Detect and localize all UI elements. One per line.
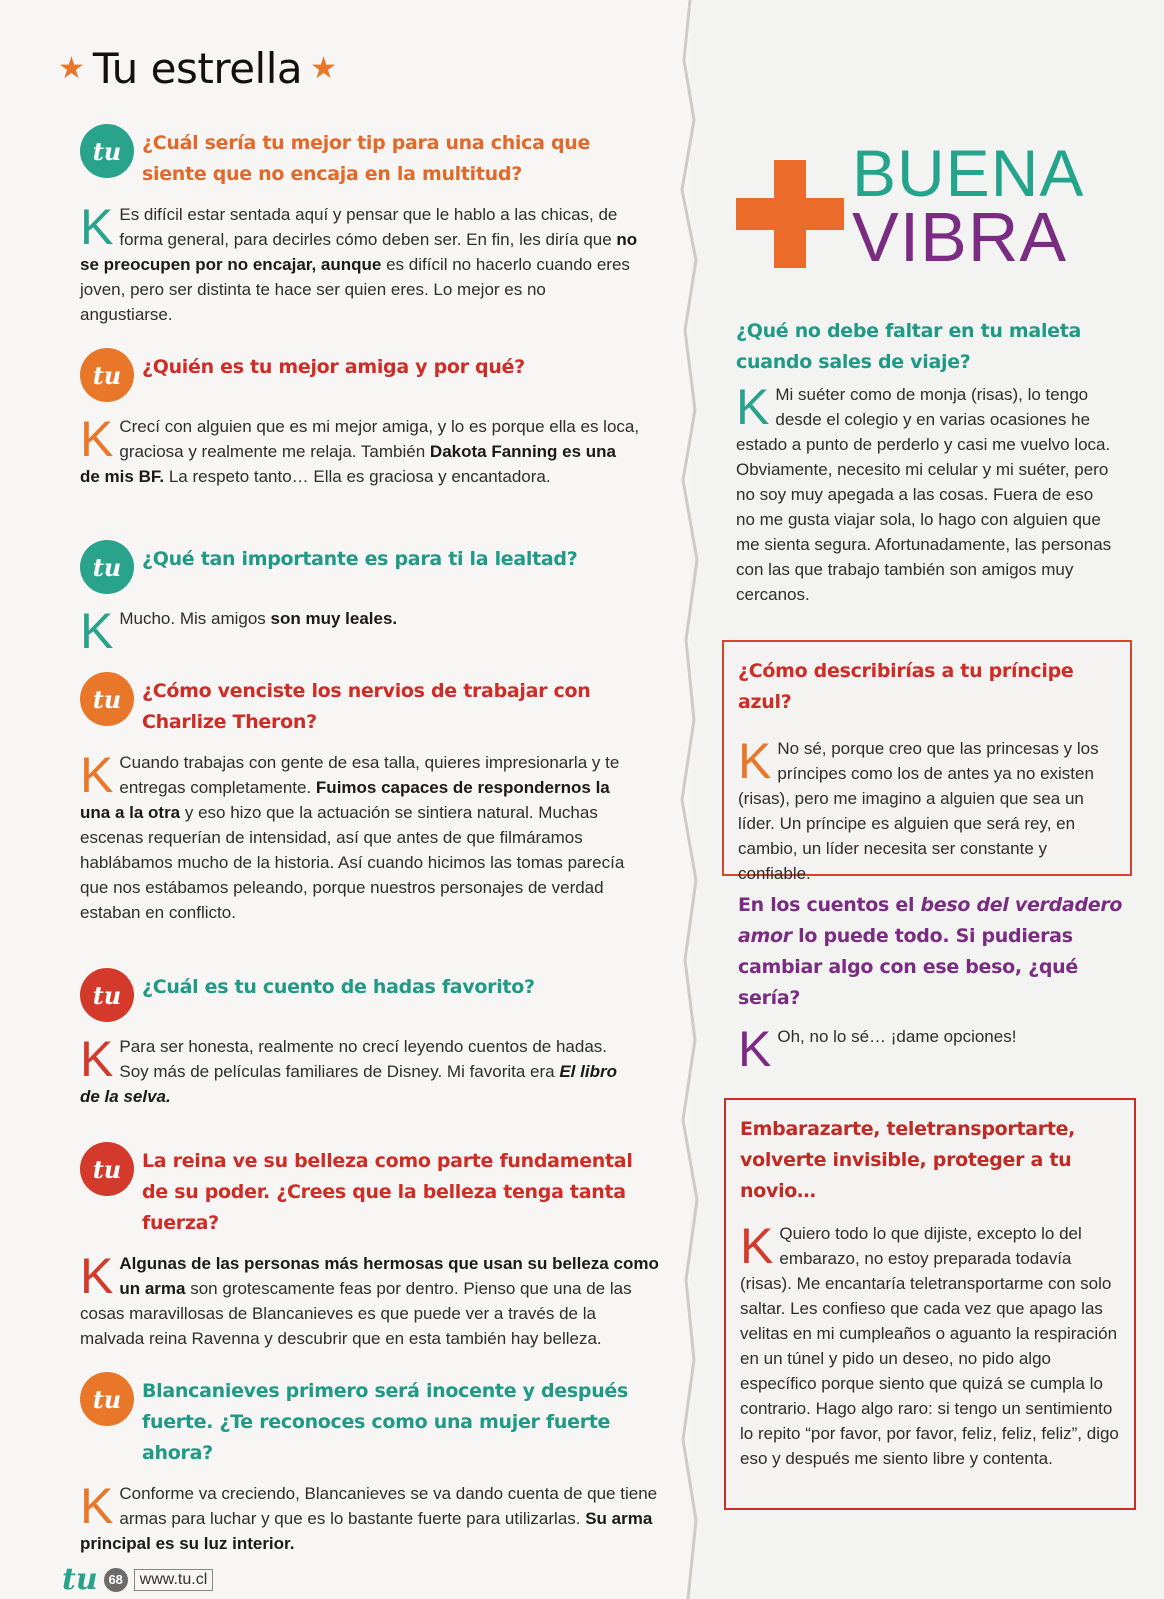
interview-item — [80, 1372, 670, 1556]
magazine-logo: tu — [62, 1562, 98, 1597]
answer-initial: K — [80, 1478, 114, 1534]
interview-item — [80, 124, 640, 327]
answer: K Algunas de las personas más hermosas que usan su belleza como un arma son grotescamente feas por dentro. Pienso que una de las cosas maravillosas de Blancanieves es que puede ver a través de la malvada reina Ravenna y descubrir que en esta también hay belleza. — [80, 1248, 659, 1348]
question: La reina ve su belleza como parte fundamental de su poder. ¿Crees que la belleza tenga tanta fuerza? — [142, 1150, 633, 1234]
question: ¿Cuál sería tu mejor tip para una chica que siente que no encaja en la multitud? — [142, 132, 591, 185]
answer-initial: K — [80, 747, 114, 803]
answer-initial: K — [740, 1218, 774, 1274]
question: ¿Qué tan importante es para ti la lealtad? — [142, 548, 578, 570]
answer: K No sé, porque creo que las princesas y los príncipes como los de antes ya no existen (risas), pero me imagino a alguien que sea un líder. Un príncipe es alguien que será rey, en cambio, un líder necesita ser constante y confiable. — [738, 733, 1099, 883]
answer: K Para ser honesta, realmente no crecí leyendo cuentos de hadas. Soy más de películas familiares de Disney. Mi favorita era El libro de la selva. — [80, 1031, 617, 1106]
answer: K Mucho. Mis amigos son muy leales. — [80, 603, 398, 659]
tu-badge-icon: tu — [80, 968, 134, 1022]
highlight-box — [724, 1098, 1136, 1510]
tu-badge-icon: tu — [80, 348, 134, 402]
answer-initial: K — [80, 411, 114, 467]
answer: K Oh, no lo sé… ¡dame opciones! — [738, 1021, 1017, 1077]
header-word-bottom: VIBRA — [852, 198, 1068, 276]
interview-item — [736, 312, 1116, 607]
answer: K Mi suéter como de monja (risas), lo tengo desde el colegio y en varias ocasiones he estado a punto de perderlo y casi me vuelvo loca. Obviamente, necesito mi celular y mi suéter, pero no soy muy apegada a las cosas. Fuera de eso no me gusta viajar sola, lo hago con alguien que me sienta segura. Afortunadamente, las personas con las que trabajo también son amigos muy cercanos. — [736, 379, 1112, 604]
tu-badge-icon: tu — [80, 672, 134, 726]
question: ¿Cómo describirías a tu príncipe azul? — [738, 660, 1074, 713]
star-icon: ★ — [58, 51, 85, 85]
question: Blancanieves primero será inocente y después fuerte. ¿Te reconoces como una mujer fuerte ahora? — [142, 1380, 629, 1464]
answer-initial: K — [738, 1021, 772, 1077]
torn-paper-divider — [670, 0, 710, 1599]
interview-item — [80, 348, 640, 489]
highlight-box — [722, 640, 1132, 883]
interview-item — [80, 672, 640, 925]
question: ¿Cuál es tu cuento de hadas favorito? — [142, 976, 535, 998]
answer-initial: K — [80, 1031, 114, 1087]
answer-initial: K — [80, 199, 114, 255]
question: ¿Qué no debe faltar en tu maleta cuando sales de viaje? — [736, 320, 1082, 373]
tu-badge-icon: tu — [80, 540, 134, 594]
answer: K Quiero todo lo que dijiste, excepto lo del embarazo, no estoy preparada todavía (risas). Me encantaría teletransportarme con solo saltar. Les confieso que cada vez que apago las velitas en mi cumpleaños o aguanto la respiración en un túnel y pido un deseo, no pido algo específico porque siento que quizá se cumpla lo contrario. Hago algo raro: si tengo un sentimiento lo repito “por favor, por favor, feliz, feliz, feliz”, digo eso y después me siento libre y contenta. — [740, 1218, 1119, 1468]
website-url: www.tu.cl — [134, 1569, 214, 1591]
star-icon: ★ — [310, 51, 338, 85]
answer: K Cuando trabajas con gente de esa talla, quieres impresionarla y te entregas completamente. Fuimos capaces de respondernos la una a la otra y eso hizo que la actuación se sintiera natural. Muchas escenas requerían de intensidad, así que antes de que filmáramos hablábamos mucho de la historia. Así cuando hicimos las tomas parecía que nos estábamos peleando, porque nuestros personajes de verdad estaban en conflicto. — [80, 747, 625, 922]
tu-badge-icon: tu — [80, 1372, 134, 1426]
answer: K Crecí con alguien que es mi mejor amiga, y lo es porque ella es loca, graciosa y realmente me relaja. También Dakota Fanning es una de mis BF. La respeto tanto… Ella es graciosa y encantadora. — [80, 411, 640, 486]
question: ¿Quién es tu mejor amiga y por qué? — [142, 356, 525, 378]
tu-badge-icon: tu — [80, 1142, 134, 1196]
question: ¿Cómo venciste los nervios de trabajar con Charlize Theron? — [142, 680, 591, 733]
interview-item — [80, 1142, 660, 1351]
answer: K Es difícil estar sentada aquí y pensar que le hablo a las chicas, de forma general, para decirles cómo deben ser. En fin, les diría que no se preocupen por no encajar, aunque es difícil no hacerlo cuando eres joven, pero ser distinta te hace ser quien eres. Lo mejor es no angustiarse. — [80, 199, 638, 324]
tu-badge-icon: tu — [80, 124, 134, 178]
page-footer — [62, 1562, 213, 1597]
answer: K Conforme va creciendo, Blancanieves se va dando cuenta de que tiene armas para luchar y que es lo bastante fuerte para utilizarlas. Su arma principal es su luz interior. — [80, 1478, 658, 1553]
interview-item — [80, 968, 640, 1109]
page-title: Tu estrella — [92, 44, 303, 93]
answer-initial: K — [80, 1248, 114, 1304]
question: Embarazarte, teletransportarte, volverte invisible, proteger a tu novio… — [740, 1118, 1076, 1202]
answer-initial: K — [738, 733, 772, 789]
plus-icon — [736, 160, 844, 268]
interview-item — [738, 886, 1138, 1077]
question: En los cuentos el beso del verdadero amor lo puede todo. Si pudieras cambiar algo con ese beso, ¿qué sería? — [738, 894, 1123, 1009]
interview-item — [80, 540, 640, 659]
section-title — [58, 44, 337, 93]
answer-initial: K — [80, 603, 114, 659]
answer-initial: K — [736, 379, 770, 435]
page-number: 68 — [104, 1568, 128, 1592]
header-word-top: BUENA — [852, 136, 1085, 210]
